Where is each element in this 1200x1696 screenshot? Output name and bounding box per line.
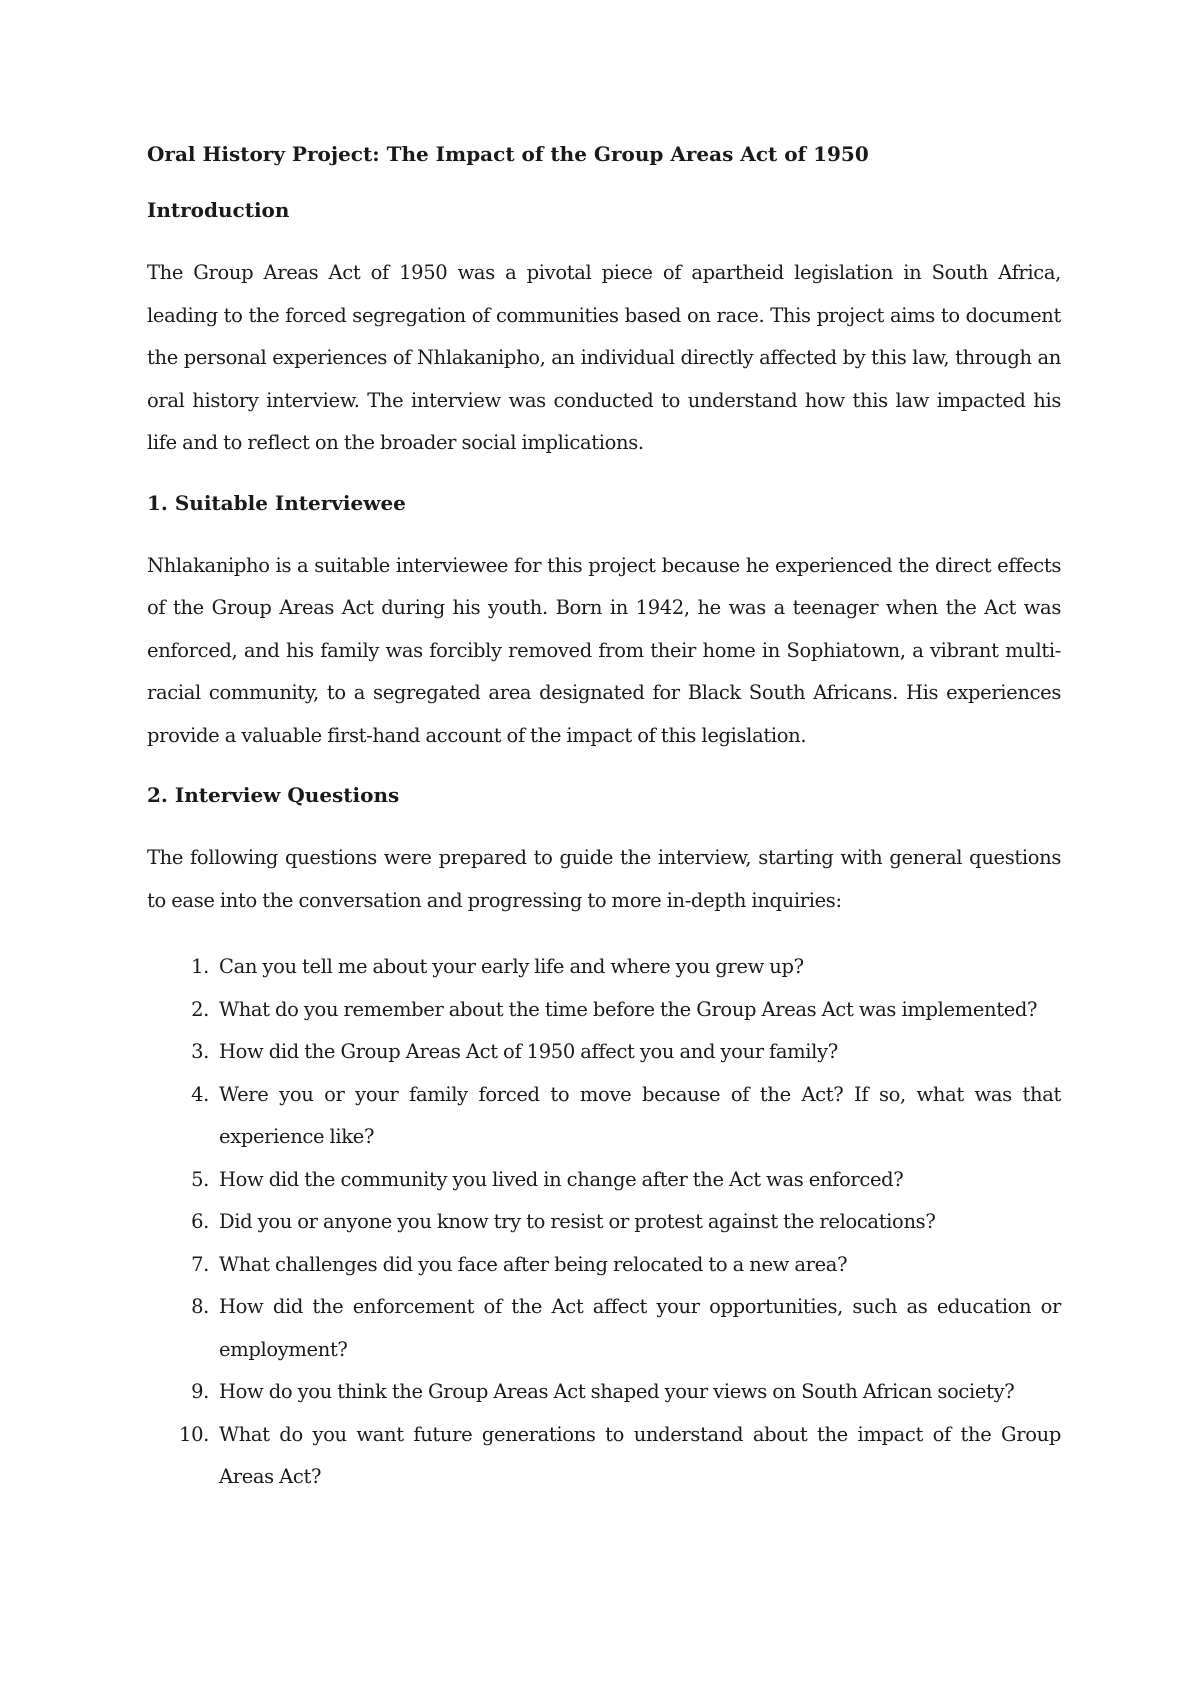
question-text: How did the community you lived in change after the Act was enforced? bbox=[219, 1167, 904, 1191]
document-title: Oral History Project: The Impact of the Group Areas Act of 1950 bbox=[147, 142, 869, 166]
question-text: How did the enforcement of the Act affect your opportunities, such as education or employment? bbox=[219, 1295, 1061, 1361]
list-item bbox=[147, 989, 1061, 1032]
question-text: What do you remember about the time before the Group Areas Act was implemented? bbox=[219, 997, 1038, 1021]
question-number: 8. bbox=[191, 1295, 209, 1318]
question-text: How did the Group Areas Act of 1950 affect you and your family? bbox=[219, 1040, 838, 1063]
suitable-interviewee-heading: 1. Suitable Interviewee bbox=[147, 490, 406, 515]
list-item bbox=[147, 1244, 1061, 1287]
list-item bbox=[147, 1286, 1061, 1371]
question-number: 2. bbox=[191, 997, 209, 1021]
question-number: 5. bbox=[191, 1167, 209, 1191]
list-item bbox=[147, 1371, 1061, 1414]
suitable-interviewee-paragraph: Nhlakanipho is a suitable interviewee for this project because he experienced the direct effects of the Group Areas Act during his youth. Born in 1942, he was a teenager when the Act was enforced, and his family was forcibly removed from their home in Sophiatown, a vibrant multi-racial community, to a segregated area designated for Black South Africans. His experiences provide a valuable first-hand account of the impact of this legislation. bbox=[147, 553, 1061, 747]
question-number: 6. bbox=[191, 1210, 209, 1233]
question-text: Did you or anyone you know try to resist or protest against the relocations? bbox=[219, 1210, 936, 1233]
introduction-paragraph: The Group Areas Act of 1950 was a pivotal piece of apartheid legislation in South Africa, leading to the forced segregation of communities based on race. This project aims to document the personal experiences of Nhlakanipho, an individual directly affected by this law, through an oral history interview. The interview was conducted to understand how this law impacted his life and to reflect on the broader social implications. bbox=[147, 261, 1061, 454]
question-text: Can you tell me about your early life and where you grew up? bbox=[219, 955, 804, 978]
question-text: What challenges did you face after being relocated to a new area? bbox=[219, 1252, 848, 1276]
list-item bbox=[147, 1159, 1061, 1202]
interview-questions-list bbox=[147, 946, 1061, 1499]
interview-questions-intro: The following questions were prepared to guide the interview, starting with general questions to ease into the conversation and progressing to more in-depth inquiries: bbox=[147, 846, 1061, 912]
question-number: 10. bbox=[179, 1422, 209, 1446]
list-item bbox=[147, 946, 1061, 989]
question-number: 9. bbox=[191, 1380, 209, 1403]
question-number: 1. bbox=[191, 955, 209, 978]
question-text: Were you or your family forced to move because of the Act? If so, what was that experience like? bbox=[219, 1082, 1061, 1148]
introduction-heading: Introduction bbox=[147, 198, 290, 222]
list-item bbox=[147, 1201, 1061, 1244]
question-text: What do you want future generations to understand about the impact of the Group Areas Act? bbox=[219, 1422, 1061, 1488]
question-text: How do you think the Group Areas Act shaped your views on South African society? bbox=[219, 1380, 1015, 1403]
list-item bbox=[147, 1031, 1061, 1074]
interview-questions-heading: 2. Interview Questions bbox=[147, 783, 400, 807]
question-number: 4. bbox=[191, 1082, 209, 1106]
list-item bbox=[147, 1414, 1061, 1499]
list-item bbox=[147, 1074, 1061, 1159]
document-page bbox=[147, 140, 1061, 1499]
question-number: 3. bbox=[191, 1040, 209, 1063]
question-number: 7. bbox=[191, 1252, 209, 1276]
